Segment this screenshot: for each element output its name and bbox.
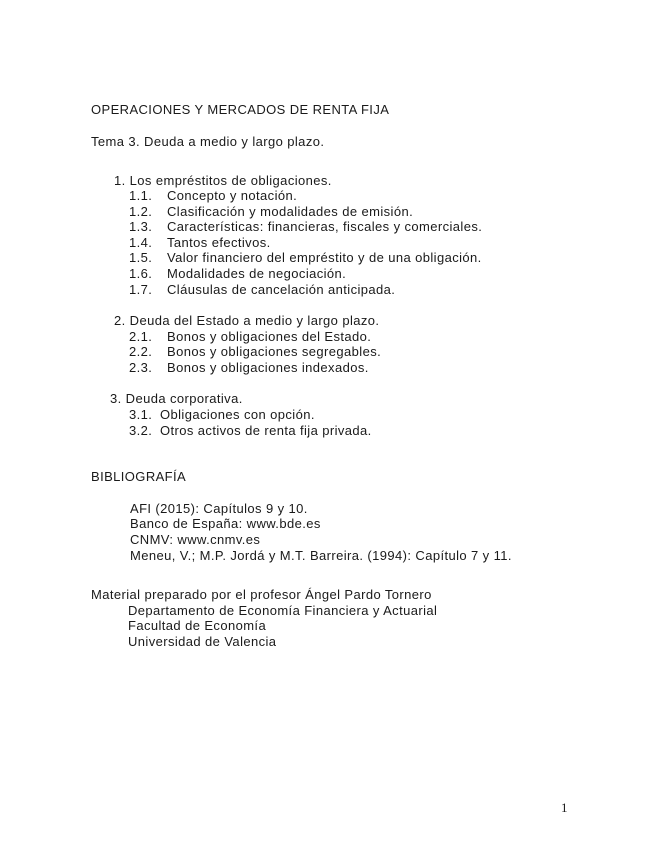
affiliation: Departamento de Economía Financiera y Actuarial [128,603,438,618]
section-number: 1. [114,173,126,188]
bibliography-heading: BIBLIOGRAFÍA [91,469,187,484]
section-title: Deuda corporativa. [125,391,243,406]
list-item [129,329,371,345]
section-title: Deuda del Estado a medio y largo plazo. [129,313,380,328]
section-heading [114,173,332,189]
item-text: Bonos y obligaciones del Estado. [167,329,372,344]
section-number: 2. [114,313,126,328]
bibliography-entry: CNMV: www.cnmv.es [130,532,261,547]
list-item [129,204,413,220]
item-text: Cláusulas de cancelación anticipada. [167,282,396,297]
affiliation: Facultad de Economía [128,618,267,633]
list-item [129,266,346,282]
item-text: Bonos y obligaciones indexados. [167,360,369,375]
credits-line: Material preparado por el profesor Ángel Pardo Tornero [91,587,432,602]
bibliography-entry: Meneu, V.; M.P. Jordá y M.T. Barreira. (1994): Capítulo 7 y 11. [130,548,512,563]
list-item [129,423,372,439]
item-number: 3.1. [129,407,153,422]
item-text: Bonos y obligaciones segregables. [167,344,382,359]
section-heading [110,391,243,407]
list-item [129,250,482,266]
page-number: 1 [561,800,568,815]
item-number: 1.5. [129,250,153,265]
item-text: Modalidades de negociación. [167,266,347,281]
item-text: Obligaciones con opción. [160,407,315,422]
item-text: Tantos efectivos. [167,235,271,250]
bibliography-entry: AFI (2015): Capítulos 9 y 10. [130,501,308,516]
item-number: 1.7. [129,282,153,297]
section-heading [114,313,379,329]
item-number: 1.4. [129,235,153,250]
affiliation: Universidad de Valencia [128,634,277,649]
section-title: Los empréstitos de obligaciones. [129,173,332,188]
item-number: 2.1. [129,329,153,344]
item-number: 1.3. [129,219,153,234]
section-number: 3. [110,391,122,406]
list-item [129,282,395,298]
document-title: OPERACIONES Y MERCADOS DE RENTA FIJA [91,102,390,117]
item-number: 3.2. [129,423,153,438]
list-item [129,188,297,204]
item-number: 2.3. [129,360,153,375]
item-number: 1.1. [129,188,153,203]
list-item [129,235,271,251]
list-item [129,219,482,235]
bibliography-entry: Banco de España: www.bde.es [130,516,321,531]
item-number: 2.2. [129,344,153,359]
item-number: 1.6. [129,266,153,281]
item-text: Concepto y notación. [167,188,298,203]
item-text: Características: financieras, fiscales y comerciales. [167,219,483,234]
item-text: Clasificación y modalidades de emisión. [167,204,414,219]
document-subtitle: Tema 3. Deuda a medio y largo plazo. [91,134,325,149]
list-item [129,407,315,423]
item-number: 1.2. [129,204,153,219]
list-item [129,344,381,360]
list-item [129,360,369,376]
item-text: Valor financiero del empréstito y de una obligación. [167,250,482,265]
item-text: Otros activos de renta fija privada. [160,423,372,438]
